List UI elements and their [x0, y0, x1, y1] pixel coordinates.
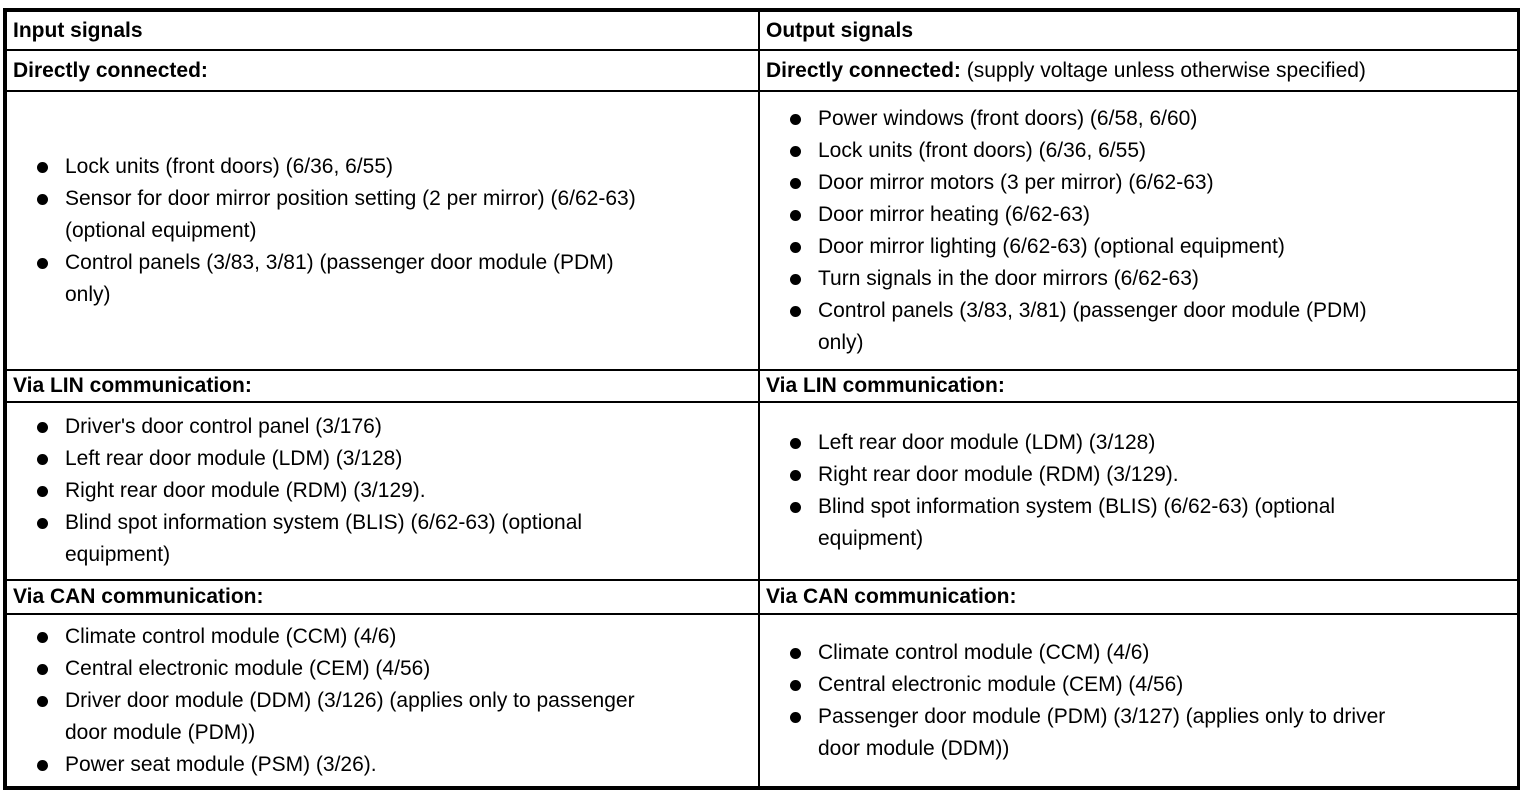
output-lin-list	[760, 427, 1410, 555]
list-item: Driver door module (DDM) (3/126) (applies only to passenger door module (PDM))	[65, 685, 655, 749]
input-directly-connected-cell	[5, 91, 759, 370]
list-item: Driver's door control panel (3/176)	[65, 411, 655, 443]
output-can-list	[760, 637, 1410, 765]
directly-connected-title-row	[5, 50, 1519, 91]
list-item: Central electronic module (CEM) (4/56)	[818, 669, 1408, 701]
list-item: Control panels (3/83, 3/81) (passenger door module (PDM) only)	[65, 247, 655, 311]
list-item: Door mirror heating (6/62-63)	[818, 199, 1408, 231]
list-item: Sensor for door mirror position setting (2 per mirror) (6/62-63) (optional equipment)	[65, 183, 655, 247]
output-lin-title	[759, 370, 1519, 402]
list-item: Power seat module (PSM) (3/26).	[65, 749, 655, 781]
input-directly-connected-title	[5, 50, 759, 91]
section-title-text: Directly connected:	[766, 58, 961, 82]
list-item: Lock units (front doors) (6/36, 6/55)	[65, 151, 655, 183]
input-lin-list	[7, 411, 657, 571]
section-title-text: Directly connected:	[13, 58, 208, 82]
section-title-suffix: (supply voltage unless otherwise specified)	[960, 58, 1366, 82]
list-item: Passenger door module (PDM) (3/127) (applies only to driver door module (DDM))	[818, 701, 1408, 765]
list-item: Left rear door module (LDM) (3/128)	[818, 427, 1408, 459]
section-title-text: Via LIN communication:	[13, 374, 252, 398]
list-item: Control panels (3/83, 3/81) (passenger door module (PDM) only)	[818, 295, 1408, 359]
list-item: Lock units (front doors) (6/36, 6/55)	[818, 135, 1408, 167]
can-title-row	[5, 580, 1519, 614]
output-lin-cell	[759, 402, 1519, 580]
list-item: Power windows (front doors) (6/58, 6/60)	[818, 103, 1408, 135]
list-item: Left rear door module (LDM) (3/128)	[65, 443, 655, 475]
input-signals-header: Input signals	[5, 10, 759, 50]
list-item: Turn signals in the door mirrors (6/62-63)	[818, 263, 1408, 295]
input-can-title	[5, 580, 759, 614]
can-list-row	[5, 614, 1519, 788]
output-directly-connected-title	[759, 50, 1519, 91]
section-title-text: Via LIN communication:	[766, 374, 1005, 398]
input-can-cell	[5, 614, 759, 788]
header-row	[5, 10, 1519, 50]
input-can-list	[7, 621, 657, 781]
lin-list-row	[5, 402, 1519, 580]
output-can-cell	[759, 614, 1519, 788]
section-title-text: Via CAN communication:	[13, 585, 264, 609]
list-item: Right rear door module (RDM) (3/129).	[818, 459, 1408, 491]
output-directly-connected-list	[760, 103, 1410, 359]
list-item: Central electronic module (CEM) (4/56)	[65, 653, 655, 685]
list-item: Climate control module (CCM) (4/6)	[65, 621, 655, 653]
output-can-title	[759, 580, 1519, 614]
input-lin-cell	[5, 402, 759, 580]
list-item: Blind spot information system (BLIS) (6/62-63) (optional equipment)	[818, 491, 1408, 555]
list-item: Blind spot information system (BLIS) (6/62-63) (optional equipment)	[65, 507, 655, 571]
input-directly-connected-list	[7, 151, 657, 311]
list-item: Door mirror motors (3 per mirror) (6/62-63)	[818, 167, 1408, 199]
list-item: Door mirror lighting (6/62-63) (optional equipment)	[818, 231, 1408, 263]
input-lin-title	[5, 370, 759, 402]
directly-connected-list-row	[5, 91, 1519, 370]
output-directly-connected-cell	[759, 91, 1519, 370]
list-item: Right rear door module (RDM) (3/129).	[65, 475, 655, 507]
list-item: Climate control module (CCM) (4/6)	[818, 637, 1408, 669]
lin-title-row	[5, 370, 1519, 402]
signals-table	[3, 8, 1520, 790]
output-signals-header: Output signals	[759, 10, 1519, 50]
section-title-text: Via CAN communication:	[766, 585, 1017, 609]
